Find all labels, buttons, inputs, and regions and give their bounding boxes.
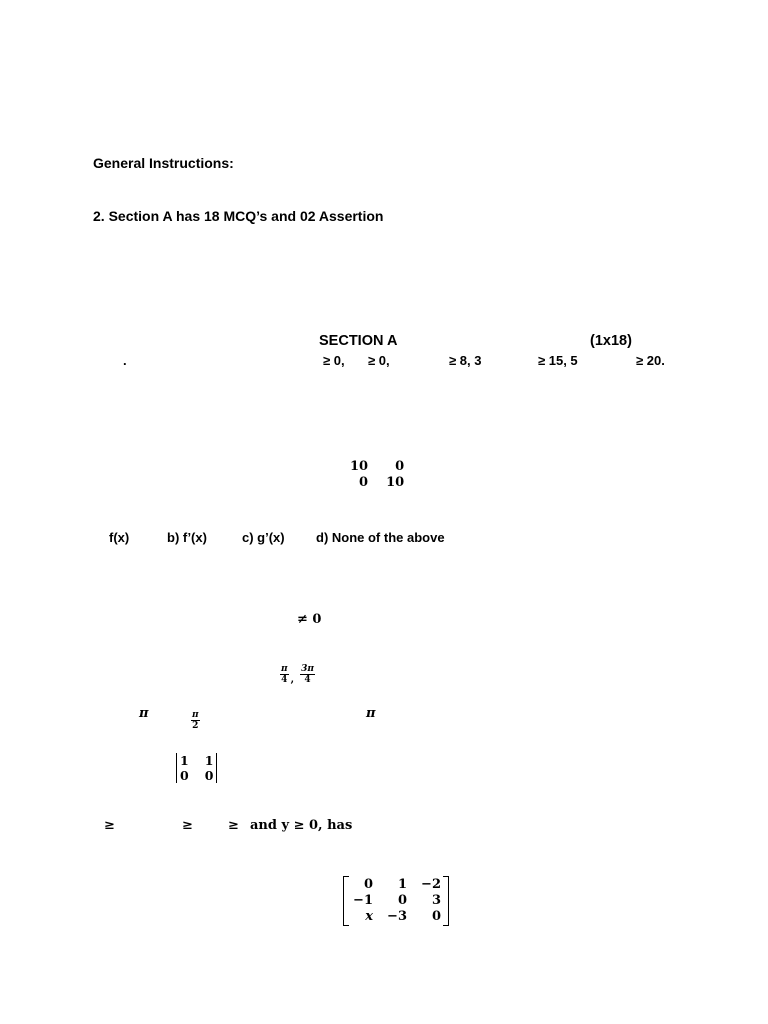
option-a: f(x) (109, 530, 130, 545)
section-title: SECTION A (319, 333, 398, 349)
ineq-tail: and y ≥ 0, has (250, 818, 353, 833)
angle-pair: $\frac{\pi}{4}$ , $\frac{3\pi}{4}$ (281, 664, 314, 685)
option-c: c) g’(x) (242, 530, 285, 545)
pi-symbol-right: π (366, 706, 376, 721)
det-cell: 0 (204, 768, 214, 783)
det-cell: 1 (180, 753, 189, 768)
constraint-5: ≥ 20. (636, 353, 665, 368)
matrix-cell: x (365, 909, 373, 924)
det-cell: 0 (180, 768, 189, 783)
matrix-cell: 0 (363, 877, 373, 892)
matrix-cell: 0 (431, 909, 441, 924)
matrix-10 (350, 459, 404, 491)
constraint-3: ≥ 8, 3 (449, 353, 482, 368)
matrix-cell: −1 (353, 893, 373, 908)
option-b: b) f’(x) (167, 530, 207, 545)
option-d: d) None of the above (316, 530, 445, 545)
fraction-pi-over-4: $\frac{\pi}{4}$ (281, 664, 288, 685)
matrix-10-cell: 0 (395, 459, 405, 474)
question-dot: . (123, 353, 127, 368)
matrix-cell: −2 (421, 877, 441, 892)
matrix-cell: −3 (387, 909, 407, 924)
ineq-symbol-1: ≥ (104, 818, 115, 833)
ineq-symbol-2: ≥ (182, 818, 193, 833)
matrix-cell: 0 (397, 893, 407, 908)
pi-symbol: π (139, 706, 149, 721)
constraint-2: ≥ 0, (368, 353, 390, 368)
instructions-heading: General Instructions: (93, 155, 234, 171)
fraction-3pi-over-4: $\frac{3\pi}{4}$ (301, 664, 314, 685)
ineq-symbol-3: ≥ (228, 818, 239, 833)
matrix-cell: 3 (431, 893, 441, 908)
instruction-item-2: 2. Section A has 18 MCQ’s and 02 Assertion (93, 208, 384, 224)
fraction-pi-over-2: $\frac{\pi}{2}$ (192, 710, 199, 731)
constraint-1: ≥ 0, (323, 353, 345, 368)
matrix-10-cell: 10 (386, 475, 405, 490)
matrix-3x3 (343, 876, 449, 926)
constraint-4: ≥ 15, 5 (538, 353, 578, 368)
matrix-10-cell: 10 (350, 459, 369, 474)
matrix-10-cell: 0 (359, 475, 369, 490)
det-cell: 1 (204, 753, 214, 768)
determinant (176, 753, 217, 783)
not-equal-zero: ≠ 0 (297, 612, 322, 627)
section-marks: (1x18) (590, 333, 632, 349)
matrix-cell: 1 (397, 877, 407, 892)
